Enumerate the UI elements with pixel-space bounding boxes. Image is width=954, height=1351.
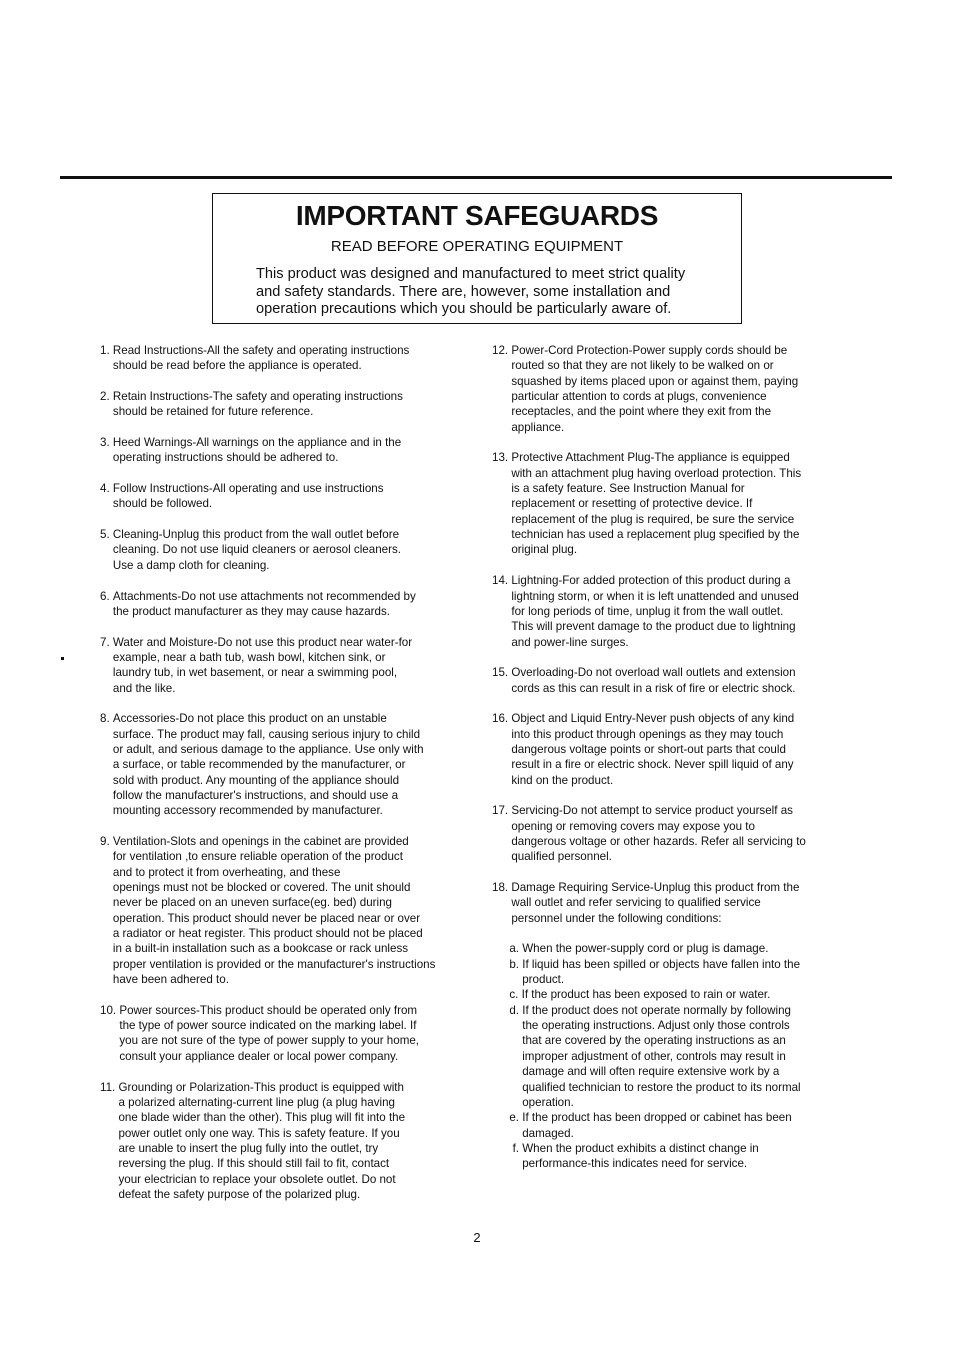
list-item: 11. Grounding or Polarization-This product is equipped with a polarized alternating-current line plug (a plug having one blade wider than the other). This plug will fit into the power outlet only one way. This is safety feature. If you are unable to insert the plug fully into the outlet, try reversing the plug. If this should still fail to fit, contact your electrician to replace your obsolete outlet. Do not defeat the safety purpose of the polarized plug.: [100, 1080, 406, 1201]
page-title: IMPORTANT SAFEGUARDS: [295, 200, 659, 231]
list-item: 18. Damage Requiring Service-Unplug this product from the wall outlet and refer servicing to qualified service personnel under the following conditions: a. When the power-supply cord or plug is damage. b. If liquid has been spilled or objects have fallen into the product. c. If the product has been exposed to rain or water. d. If the product does not operate normally by following the operating instructions. Adjust only those controls that are covered by the operating instructions as an improper adjustment of other, controls may result in damage and will often require extensive work by a qualified technician to restore the product to its normal operation. e. If the product has been dropped or cabinet has been damaged. f. When the product exhibits a distinct change in performance-this indicates need for service.: [492, 880, 842, 1172]
list-item: 5. Cleaning-Unplug this product from the wall outlet before cleaning. Do not use liquid cleaners or aerosol cleaners. Use a damp cloth for cleaning.: [100, 528, 401, 572]
conditions-list: [499, 941, 842, 1171]
list-item: 6. Attachments-Do not use attachments not recommended by the product manufacturer as they may cause hazards.: [100, 589, 416, 618]
list-item: 16. Object and Liquid Entry-Never push objects of any kind into this product through openings as they may touch dangerous voltage points or short-out parts that could result in a fire or electric shock. Never spill liquid of any kind on the product.: [492, 712, 795, 787]
margin-dot: [61, 657, 64, 660]
condition-item: c. If the product has been exposed to rain or water.: [509, 988, 771, 1002]
list-item: 15. Overloading-Do not overload wall outlets and extension cords as this can result in a risk of fire or electric shock.: [492, 666, 796, 695]
right-column: [492, 343, 842, 1172]
condition-item: f. When the product exhibits a distinct change in performance-this indicates need for service.: [509, 1141, 759, 1171]
list-item: 17. Servicing-Do not attempt to service product yourself as opening or removing covers may expose you to dangerous voltage or other hazards. Refer all servicing to qualified personnel.: [492, 804, 806, 864]
condition-item: e. If the product has been dropped or cabinet has been damaged.: [509, 1111, 792, 1140]
top-rule: [60, 176, 892, 179]
intro-paragraph: This product was designed and manufactured to meet strict quality and safety standards. There are, however, some installation and operation precautions which you should be particularly aware of.: [256, 266, 686, 318]
condition-item: a. When the power-supply cord or plug is damage.: [509, 942, 769, 956]
page-number: 2: [473, 1230, 481, 1245]
list-item: 12. Power-Cord Protection-Power supply cords should be routed so that they are not likely to be walked on or squashed by items placed upon or against them, paying particular attention to cords at plugs, convenience receptacles, and the point where they exit from the appliance.: [492, 344, 799, 434]
condition-item: b. If liquid has been spilled or objects have fallen into the product.: [509, 957, 801, 987]
list-item: 4. Follow Instructions-All operating and use instructions should be followed.: [100, 482, 384, 511]
list-item: 3. Heed Warnings-All warnings on the appliance and in the operating instructions should be adhered to.: [100, 436, 402, 465]
list-item: 10. Power sources-This product should be operated only from the type of power source indicated on the marking label. If you are not sure of the type of power supply to your home, consult your appliance dealer or local power company.: [100, 1003, 420, 1063]
list-item: 13. Protective Attachment Plug-The appliance is equipped with an attachment plug having overload protection. This is a safety feature. See Instruction Manual for replacement or resetting of protective device. If replacement of the plug is required, be sure the service technician has used a replacement plug specified by the original plug.: [492, 451, 802, 557]
safeguards-header-box: [212, 193, 742, 324]
list-item: 8. Accessories-Do not place this product on an unstable surface. The product may fall, causing serious injury to child or adult, and serious damage to the appliance. Use only with a surface, or table recommended by the manufacturer, or sold with product. Any mounting of the appliance should follow the manufacturer's instructions, and should use a mounting accessory recommended by manufacturer.: [100, 712, 424, 818]
condition-item: d. If the product does not operate normally by following the operating instructions. Adjust only those controls that are covered by the operating instructions as an improper adjustment of other, controls may result in damage and will often require extensive work by a qualified technician to restore the product to its normal operation.: [509, 1003, 801, 1109]
list-item: 1. Read Instructions-All the safety and operating instructions should be read before the appliance is operated.: [100, 344, 410, 373]
list-item: 9. Ventilation-Slots and openings in the cabinet are provided for ventilation ,to ensure reliable operation of the product and to protect it from overheating, and these openings must not be blocked or covered. The unit should never be placed on an uneven surface(eg. bed) during operation. This product should never be placed near or over a radiator or heat register. This product should not be placed in a built-in installation such as a bookcase or rack unless proper ventilation is provided or the manufacturer's instructions have been adhered to.: [100, 835, 436, 987]
list-item: 14. Lightning-For added protection of this product during a lightning storm, or when it is left unattended and unused for long periods of time, unplug it from the wall outlet. This will prevent damage to the product due to lightning and power-line surges.: [492, 574, 799, 649]
list-item: 7. Water and Moisture-Do not use this product near water-for example, near a bath tub, wash bowl, kitchen sink, or laundry tub, in wet basement, or near a swimming pool, and the like.: [100, 635, 413, 695]
list-item: 2. Retain Instructions-The safety and operating instructions should be retained for future reference.: [100, 390, 403, 419]
left-column: [100, 343, 475, 1218]
page-subtitle: READ BEFORE OPERATING EQUIPMENT: [330, 238, 624, 255]
